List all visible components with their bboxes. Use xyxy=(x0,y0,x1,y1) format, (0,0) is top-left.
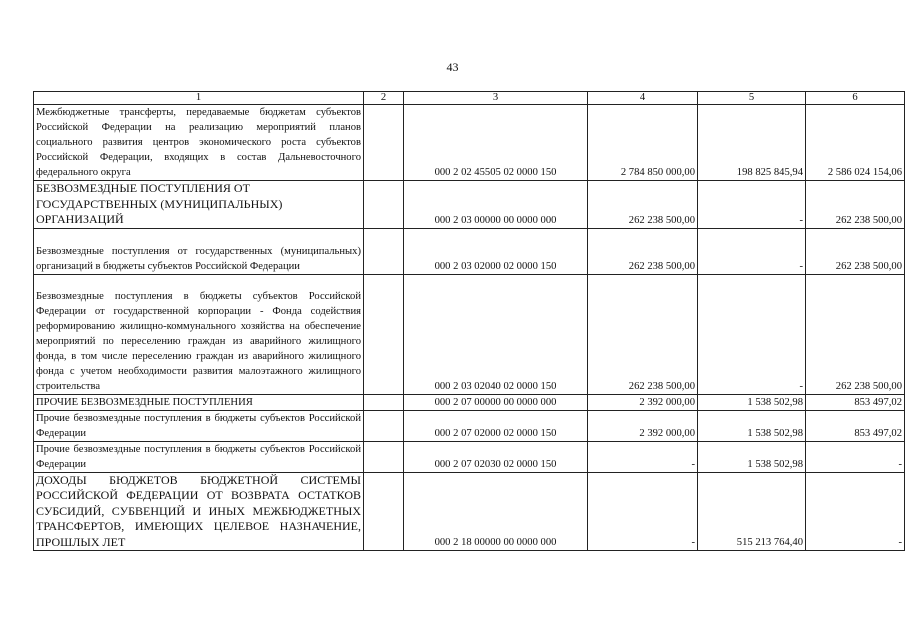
table-row xyxy=(34,228,905,274)
row-col6: - xyxy=(806,441,905,472)
table-row xyxy=(34,274,905,394)
row-code: 000 2 07 02000 02 0000 150 xyxy=(404,410,588,441)
table-header-row xyxy=(34,92,905,105)
header-col-4: 4 xyxy=(588,92,698,105)
row-col2 xyxy=(364,274,404,394)
row-col4: - xyxy=(588,441,698,472)
row-code: 000 2 18 00000 00 0000 000 xyxy=(404,472,588,551)
row-col4: 2 784 850 000,00 xyxy=(588,105,698,181)
row-code: 000 2 03 02040 02 0000 150 xyxy=(404,274,588,394)
page-number: 43 xyxy=(446,60,459,74)
row-code: 000 2 07 02030 02 0000 150 xyxy=(404,441,588,472)
row-name: Прочие безвозмездные поступления в бюджеты субъектов Российской Федерации xyxy=(34,410,364,441)
header-col-1: 1 xyxy=(34,92,364,105)
row-col5: 1 538 502,98 xyxy=(698,394,806,410)
table-row xyxy=(34,441,905,472)
row-col2 xyxy=(364,105,404,181)
row-col2 xyxy=(364,394,404,410)
table-row xyxy=(34,181,905,229)
table-row xyxy=(34,394,905,410)
row-name: Прочие безвозмездные поступления в бюджеты субъектов Российской Федерации xyxy=(34,441,364,472)
row-col5: - xyxy=(698,228,806,274)
table-row xyxy=(34,472,905,551)
row-col5: - xyxy=(698,274,806,394)
row-col2 xyxy=(364,410,404,441)
row-name: Безвозмездные поступления от государственных (муниципальных) организаций в бюджеты субъектов Российской Федерации xyxy=(34,228,364,274)
header-col-6: 6 xyxy=(806,92,905,105)
row-col4: 262 238 500,00 xyxy=(588,274,698,394)
row-col6: 2 586 024 154,06 xyxy=(806,105,905,181)
header-col-3: 3 xyxy=(404,92,588,105)
row-col4: 2 392 000,00 xyxy=(588,410,698,441)
row-col2 xyxy=(364,181,404,229)
row-col6: - xyxy=(806,472,905,551)
row-name: Межбюджетные трансферты, передаваемые бюджетам субъектов Российской Федерации на реализацию мероприятий планов социального развития центров экономического роста субъектов Российской Федерации, входящих в состав Дальневосточного федерального округа xyxy=(34,105,364,181)
row-col6: 853 497,02 xyxy=(806,410,905,441)
row-col6: 853 497,02 xyxy=(806,394,905,410)
row-col6: 262 238 500,00 xyxy=(806,181,905,229)
row-col5: 515 213 764,40 xyxy=(698,472,806,551)
row-col2 xyxy=(364,228,404,274)
row-col2 xyxy=(364,441,404,472)
row-col6: 262 238 500,00 xyxy=(806,228,905,274)
row-col2 xyxy=(364,472,404,551)
row-code: 000 2 07 00000 00 0000 000 xyxy=(404,394,588,410)
budget-table xyxy=(33,91,905,551)
row-col4: 2 392 000,00 xyxy=(588,394,698,410)
row-col5: 1 538 502,98 xyxy=(698,410,806,441)
row-col5: 198 825 845,94 xyxy=(698,105,806,181)
row-col5: - xyxy=(698,181,806,229)
row-col4: - xyxy=(588,472,698,551)
row-code: 000 2 03 00000 00 0000 000 xyxy=(404,181,588,229)
row-col4: 262 238 500,00 xyxy=(588,228,698,274)
row-code: 000 2 02 45505 02 0000 150 xyxy=(404,105,588,181)
row-name: БЕЗВОЗМЕЗДНЫЕ ПОСТУПЛЕНИЯ ОТ ГОСУДАРСТВЕННЫХ (МУНИЦИПАЛЬНЫХ) ОРГАНИЗАЦИЙ xyxy=(34,181,364,229)
row-col5: 1 538 502,98 xyxy=(698,441,806,472)
row-code: 000 2 03 02000 02 0000 150 xyxy=(404,228,588,274)
row-name: ДОХОДЫ БЮДЖЕТОВ БЮДЖЕТНОЙ СИСТЕМЫ РОССИЙСКОЙ ФЕДЕРАЦИИ ОТ ВОЗВРАТА ОСТАТКОВ СУБСИДИЙ, СУБВЕНЦИЙ И ИНЫХ МЕЖБЮДЖЕТНЫХ ТРАНСФЕРТОВ, ИМЕЮЩИХ ЦЕЛЕВОЕ НАЗНАЧЕНИЕ, ПРОШЛЫХ ЛЕТ xyxy=(34,472,364,551)
header-col-2: 2 xyxy=(364,92,404,105)
table-row xyxy=(34,105,905,181)
row-col4: 262 238 500,00 xyxy=(588,181,698,229)
row-col6: 262 238 500,00 xyxy=(806,274,905,394)
row-name: Безвозмездные поступления в бюджеты субъектов Российской Федерации от государственной корпорации - Фонда содействия реформированию жилищно-коммунального хозяйства на обеспечение мероприятий по переселению граждан из аварийного жилищного фонда, в том числе переселению граждан из аварийного жилищного фонда с учетом необходимости развития малоэтажного жилищного строительства xyxy=(34,274,364,394)
row-name: ПРОЧИЕ БЕЗВОЗМЕЗДНЫЕ ПОСТУПЛЕНИЯ xyxy=(34,394,364,410)
header-col-5: 5 xyxy=(698,92,806,105)
table-row xyxy=(34,410,905,441)
